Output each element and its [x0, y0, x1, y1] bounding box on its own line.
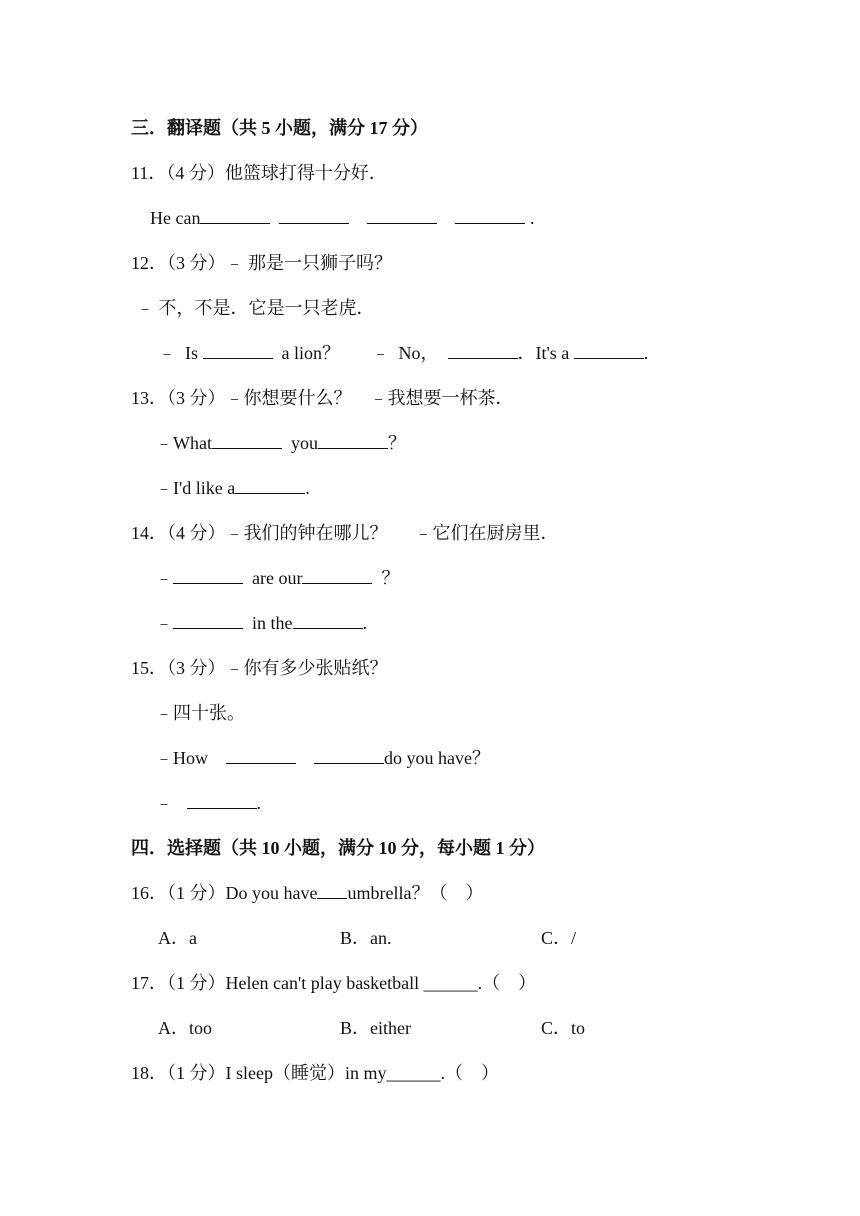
question-15-line2: ﹣四十张。 [155, 703, 245, 723]
answer-text: ﹣ [155, 568, 173, 588]
answer-text: . [256, 793, 261, 813]
answer-blank[interactable] [318, 432, 388, 449]
answer-blank[interactable] [293, 612, 363, 629]
answer-text: ．It's a [517, 343, 570, 363]
answer-blank[interactable] [235, 477, 305, 494]
question-text: umbrella？（ ） [347, 883, 484, 903]
answer-blank[interactable] [279, 207, 349, 224]
answer-blank[interactable] [574, 342, 644, 359]
question-14-stem: 14．（4 分）﹣我们的钟在哪儿？ ﹣它们在厨房里． [131, 523, 559, 543]
answer-blank[interactable] [212, 432, 282, 449]
question-13-answer-2 [155, 477, 310, 499]
question-17-stem: 17．（1 分）Helen can't play basketball ______.（ ） [131, 973, 537, 993]
answer-text: are our [252, 568, 303, 588]
answer-text: a lion？ [281, 343, 340, 363]
option-b[interactable]: B．an. [340, 928, 392, 948]
answer-text: in the [252, 613, 293, 633]
question-15-stem: 15．（3 分）﹣你有多少张贴纸？ [131, 658, 388, 678]
answer-text: ﹣ [158, 343, 176, 363]
answer-text: ？ [387, 433, 406, 453]
question-12-answer [158, 342, 648, 364]
answer-text: . [643, 343, 649, 363]
answer-text: ﹣I'd like a [155, 478, 236, 498]
question-18-stem: 18．（1 分）I sleep（睡觉）in my______.（ ） [131, 1063, 499, 1083]
question-14-answer-2 [155, 612, 367, 634]
answer-text: ﹣ [155, 613, 173, 633]
answer-blank[interactable] [173, 567, 243, 584]
answer-text: ﹣How [155, 748, 208, 768]
question-13-answer-1 [155, 432, 406, 454]
question-15-answer-1 [155, 747, 490, 769]
question-14-answer-1 [155, 567, 399, 589]
answer-text: do you have？ [384, 748, 490, 768]
answer-text: ﹣What [155, 433, 212, 453]
answer-blank[interactable] [317, 882, 347, 899]
answer-text: No， [398, 343, 439, 363]
option-b[interactable]: B．either [340, 1018, 411, 1038]
question-12-line2: ﹣ 不，不是．它是一只老虎． [136, 298, 375, 318]
option-c[interactable]: C．to [541, 1018, 586, 1038]
answer-blank[interactable] [226, 747, 296, 764]
answer-text: you [290, 433, 318, 453]
answer-blank[interactable] [187, 792, 257, 809]
section-heading: 四．选择题（共 10 小题，满分 10 分，每小题 1 分） [131, 838, 545, 858]
option-a[interactable]: A．too [158, 1018, 212, 1038]
answer-blank[interactable] [367, 207, 437, 224]
option-a[interactable]: A．a [158, 928, 197, 948]
section-heading: 三．翻译题（共 5 小题，满分 17 分） [131, 118, 428, 138]
question-13-stem: 13．（3 分）﹣你想要什么？ ﹣我想要一杯茶． [131, 388, 514, 408]
question-12-stem: 12．（3 分）﹣ 那是一只狮子吗？ [131, 253, 392, 273]
question-11-stem: 11．（4 分）他篮球打得十分好． [131, 163, 387, 183]
answer-blank[interactable] [173, 612, 243, 629]
answer-blank[interactable] [203, 342, 273, 359]
answer-blank[interactable] [455, 207, 525, 224]
answer-text: . [362, 613, 367, 633]
question-16-stem [131, 882, 483, 904]
answer-text: ﹣ [155, 793, 173, 813]
answer-text: . [525, 208, 535, 228]
answer-text: . [305, 478, 310, 498]
answer-text: Is [185, 343, 198, 363]
question-text: 16．（1 分）Do you have [131, 883, 318, 903]
option-c[interactable]: C．/ [541, 928, 577, 948]
answer-text: ？ [381, 568, 400, 588]
answer-text: He can [150, 208, 201, 228]
answer-blank[interactable] [314, 747, 384, 764]
answer-blank[interactable] [200, 207, 270, 224]
question-15-answer-2 [155, 792, 261, 814]
question-11-answer [150, 207, 534, 229]
answer-blank[interactable] [448, 342, 518, 359]
answer-text: ﹣ [371, 343, 390, 363]
answer-blank[interactable] [302, 567, 372, 584]
